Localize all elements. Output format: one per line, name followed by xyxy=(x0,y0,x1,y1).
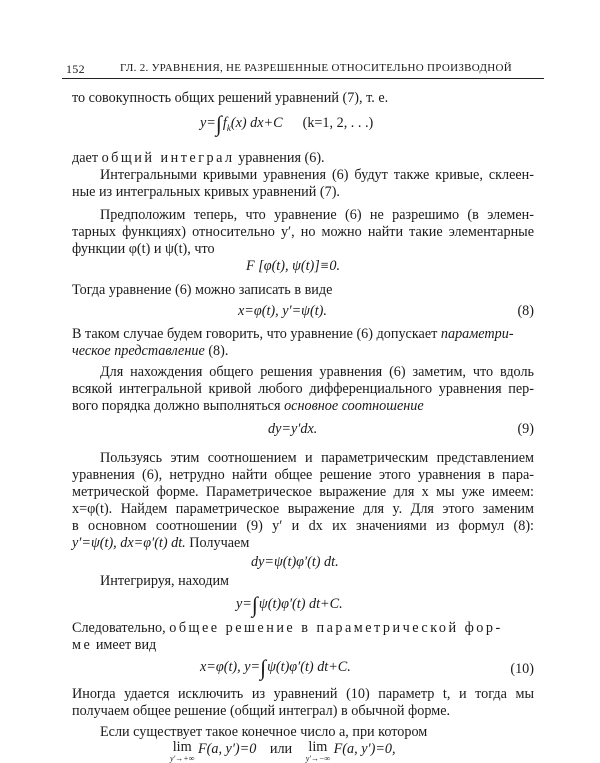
text-span: Следовательно, xyxy=(72,620,166,636)
integral-sign: ∫ xyxy=(251,592,258,617)
text-line-11: Для нахождения общего решения уравнения (6) заметим, что вдоль xyxy=(100,364,534,380)
text-line-3: Интегральными кривыми уравнения (6) будут также кривые, склеен- xyxy=(100,167,534,183)
integral-sign: ∫ xyxy=(215,111,222,136)
formula-part: ψ(t)φ′(t) dt+C. xyxy=(258,596,343,612)
formula-condition: (k=1, 2, . . .) xyxy=(302,115,374,131)
text-line-13 xyxy=(72,398,534,415)
formula-limits xyxy=(170,740,396,763)
equation-number-8: (8) xyxy=(517,303,534,319)
text-line-7: функции φ(t) и ψ(t), что xyxy=(72,241,215,257)
lim-word: lim xyxy=(172,739,192,755)
text-line-22 xyxy=(72,637,534,654)
text-line-5: Предположим теперь, что уравнение (6) не разрешимо (в элемен- xyxy=(100,207,534,223)
text-span: дает xyxy=(72,150,99,166)
limit-2 xyxy=(306,740,330,763)
text-span: В таком случае будем говорить, что уравнение (6) допускает xyxy=(72,326,438,342)
formula-part: f xyxy=(222,115,227,131)
text-line-15: уравнения (6), нетрудно найти общее решение этого уравнения в пара- xyxy=(72,467,534,483)
text-line-12: всякой интегральной кривой любого дифференциального уравнения пер- xyxy=(72,381,534,397)
italic-term: ческое представление xyxy=(72,343,205,359)
text-line-18: в основном соотношении (9) y′ и dx их значениями из формул (8): xyxy=(72,518,534,534)
formula-part: y= xyxy=(236,596,252,612)
lim-subscript: y′→+∞ xyxy=(170,754,195,763)
text-line-6: тарных функциях) относительно y′, но можно найти такие элементарные xyxy=(72,224,534,240)
spaced-term: общее решение в параметрической фор- xyxy=(169,620,503,636)
spaced-term: общий интеграл xyxy=(101,150,235,166)
text-line-9 xyxy=(72,326,534,343)
text-line-19 xyxy=(72,535,534,552)
text-line-16: метрической форме. Параметрическое выражение для x мы уже имеем: xyxy=(72,484,534,500)
formula-parametric-solution xyxy=(200,655,351,680)
text-line-23: Иногда удается исключить из уравнений (10) параметр t, и тогда мы xyxy=(72,686,534,702)
formula-part: F(a, y′)=0 xyxy=(197,741,257,757)
formula-general-solutions xyxy=(200,111,374,137)
text-line-8: Тогда уравнение (6) можно записать в виде xyxy=(72,282,333,298)
page-number: 152 xyxy=(66,62,85,76)
text-line-1: то совокупность общих решений уравнений (7), т. е. xyxy=(72,90,389,106)
text-span: уравнения (6). xyxy=(238,150,325,166)
formula-part: ψ(t)φ′(t) dt+C. xyxy=(267,659,351,675)
formula-part: x=φ(t), y= xyxy=(200,659,261,675)
lim-word: lim xyxy=(308,739,328,755)
header-rule xyxy=(62,78,544,79)
formula-dy: dy=ψ(t)φ′(t) dt. xyxy=(251,554,339,570)
italic-term: основное соотношение xyxy=(284,398,424,414)
text-line-2 xyxy=(72,150,534,167)
text-span: Получаем xyxy=(189,535,250,551)
formula-part: (x) dx+C xyxy=(230,115,283,131)
integral-sign: ∫ xyxy=(260,655,267,680)
text-line-4: ные из интегральных кривых уравнений (7). xyxy=(72,184,340,200)
text-line-24: получаем общее решение (общий интеграл) в обычной форме. xyxy=(72,703,451,719)
text-span: имеет вид xyxy=(95,637,157,653)
lim-subscript: y′→−∞ xyxy=(305,754,331,763)
spaced-term: ме xyxy=(72,637,93,653)
text-span: (8). xyxy=(208,343,229,359)
text-line-25: Если существует такое конечное число a, при котором xyxy=(100,724,428,740)
formula-part: y= xyxy=(200,115,216,131)
text-line-17: x=φ(t). Найдем параметрическое выражение для y. Для этого заменим xyxy=(72,501,534,517)
equation-number-10: (10) xyxy=(510,661,534,677)
formula-basic-relation: dy=y′dx. xyxy=(268,421,318,437)
formula-identity: F [φ(t), ψ(t)]≡0. xyxy=(246,258,341,274)
equation-number-9: (9) xyxy=(517,421,534,437)
formula-y-integral xyxy=(236,592,343,617)
text-line-10 xyxy=(72,343,534,360)
limit-1 xyxy=(170,740,194,763)
text-span: или xyxy=(269,741,293,757)
formula-parametric: x=φ(t), y′=ψ(t). xyxy=(238,303,327,319)
text-line-14: Пользуясь этим соотношением и параметрическим представлением xyxy=(100,450,534,466)
formula-part: F(a, y′)=0, xyxy=(333,741,396,757)
italic-term: параметри- xyxy=(440,326,514,342)
running-header xyxy=(62,61,544,77)
formula-subscript: k xyxy=(226,122,231,133)
text-span: вого порядка должно выполняться xyxy=(72,398,281,414)
running-title: ГЛ. 2. УРАВНЕНИЯ, НЕ РАЗРЕШЕННЫЕ ОТНОСИТЕЛЬНО ПРОИЗВОДНОЙ xyxy=(120,62,513,74)
text-line-21 xyxy=(72,620,534,637)
text-line-20: Интегрируя, находим xyxy=(100,573,230,589)
formula-inline: y′=ψ(t), dx=φ′(t) dt. xyxy=(72,535,186,551)
